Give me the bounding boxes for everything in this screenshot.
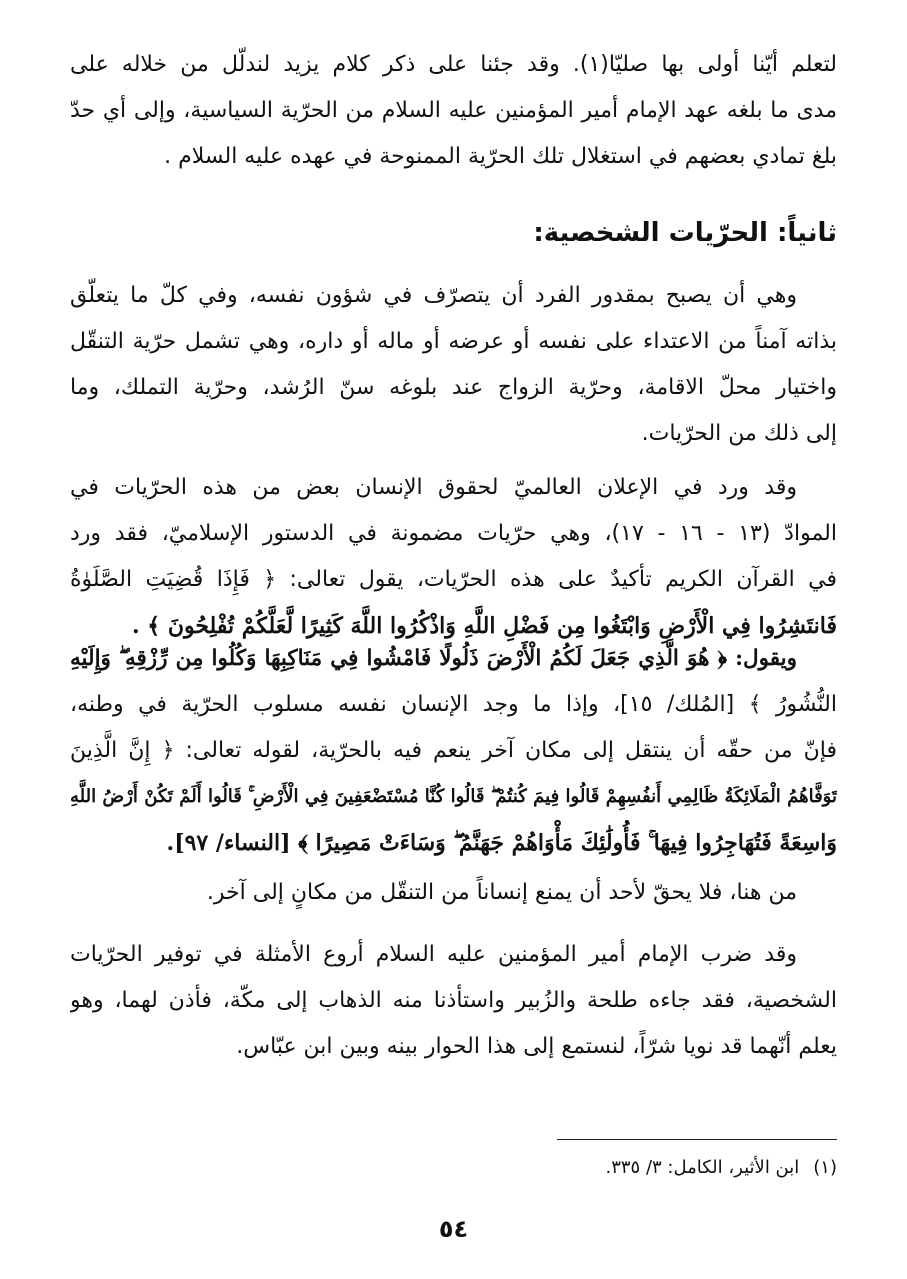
text-line: من هنا، فلا يحقّ لأحد أن يمنع إنساناً من التنقّل من مكانٍ إلى آخر.: [206, 880, 797, 905]
quran-verse-line: فَانتَشِرُوا فِي الْأَرْضِ وَابْتَغُوا مِن فَضْلِ اللَّهِ وَاذْكُرُوا اللَّهَ كَثِيرًا لَّعَلَّكُمْ تُفْلِحُونَ ﴾ .: [131, 613, 837, 639]
footnote-text: ابن الأثير، الكامل: ٣/ ٣٣٥.: [605, 1157, 800, 1178]
section-heading: ثانياً: الحرّيات الشخصية:: [533, 218, 837, 248]
text-line: يعلم أنّهما قد نويا شرّاً، لنستمع إلى هذا الحوار بينه وبين ابن عبّاس.: [236, 1034, 837, 1059]
text-line: الشخصية، فقد جاءه طلحة والزُبير واستأذنا منه الذهاب إلى مكّة، فأذن لهما، وهو: [70, 988, 837, 1013]
footnote: [70, 1148, 837, 1188]
quran-verse-line: ويقول: ﴿ هُوَ الَّذِي جَعَلَ لَكُمُ الْأَرْضَ ذَلُولًا فَامْشُوا فِي مَنَاكِبِهَا وَكُلُوا مِن رِّزْقِهِ ۖ وَإِلَيْهِ: [70, 646, 797, 671]
paragraph-declaration: [70, 465, 837, 649]
text-line: وقد ورد في الإعلان العالميّ لحقوق الإنسان بعض من هذه الحرّيات في: [70, 475, 797, 500]
paragraph-personal-freedoms: [70, 273, 837, 457]
text-line: الموادّ (١٣ - ١٦ - ١٧)، وهي حرّيات مضمونة في الدستور الإسلاميّ، فقد ورد: [70, 521, 837, 546]
quran-verse-line: تَوَفَّاهُمُ الْمَلَائِكَةُ ظَالِمِي أَنفُسِهِمْ قَالُوا فِيمَ كُنتُمْ ۖ قَالُوا كُنَّا مُسْتَضْعَفِينَ فِي الْأَرْضِ ۚ قَالُوا أَلَمْ تَكُنْ أَرْضُ اللَّهِ: [70, 786, 837, 807]
quran-verse-line: وَاسِعَةً فَتُهَاجِرُوا فِيهَا ۚ فَأُولَٰئِكَ مَأْوَاهُمْ جَهَنَّمُ ۖ وَسَاءَتْ مَصِيرًا ﴾ [النساء/ ٩٧].: [166, 830, 837, 856]
text-line: بلغ تمادي بعضهم في استغلال تلك الحرّية الممنوحة في عهده عليه السلام .: [164, 144, 837, 169]
text-line: فإنّ من حقّه أن ينتقل إلى مكان آخر ينعم فيه بالحرّية، لقوله تعالى: ﴿ إِنَّ الَّذِينَ: [70, 738, 837, 763]
text-line: وهي أن يصبح بمقدور الفرد أن يتصرّف في شؤون نفسه، وفي كلّ ما يتعلّق: [70, 283, 797, 308]
paragraph-verses: [70, 636, 837, 866]
text-line: النُّشُورُ ﴾ [المُلك/ ١٥]، وإذا ما وجد الإنسان نفسه مسلوب الحرّية في وطنه،: [70, 692, 837, 717]
text-line: لتعلم أيّنا أولى بها صليّا(١). وقد جئنا على ذكر كلام يزيد لندلّل من خلاله على: [70, 52, 837, 77]
text-line: مدى ما بلغه عهد الإمام أمير المؤمنين عليه السلام من الحرّية السياسية، وإلى أي حدّ: [70, 98, 837, 123]
footnote-divider: [557, 1139, 837, 1140]
paragraph-intro: [70, 42, 837, 180]
paragraph-conclusion: [70, 870, 837, 916]
text-line: في القرآن الكريم تأكيدٌ على هذه الحرّيات، يقول تعالى: ﴿ فَإِذَا قُضِيَتِ الصَّلَوٰةُ: [70, 567, 837, 592]
text-line: إلى ذلك من الحرّيات.: [641, 421, 837, 446]
paragraph-example: [70, 932, 837, 1070]
text-line: بذاته آمناً من الاعتداء على نفسه أو عرضه أو ماله أو داره، وهي تشمل حرّية التنقّل: [70, 329, 837, 354]
footnote-number: (١): [813, 1157, 837, 1178]
text-line: وقد ضرب الإمام أمير المؤمنين عليه السلام أروع الأمثلة في توفير الحرّيات: [70, 942, 797, 967]
text-line: واختيار محلّ الاقامة، وحرّية الزواج عند بلوغه سنّ الرُشد، وحرّية التملك، وما: [70, 375, 837, 400]
page-number: ٥٤: [438, 1215, 469, 1243]
